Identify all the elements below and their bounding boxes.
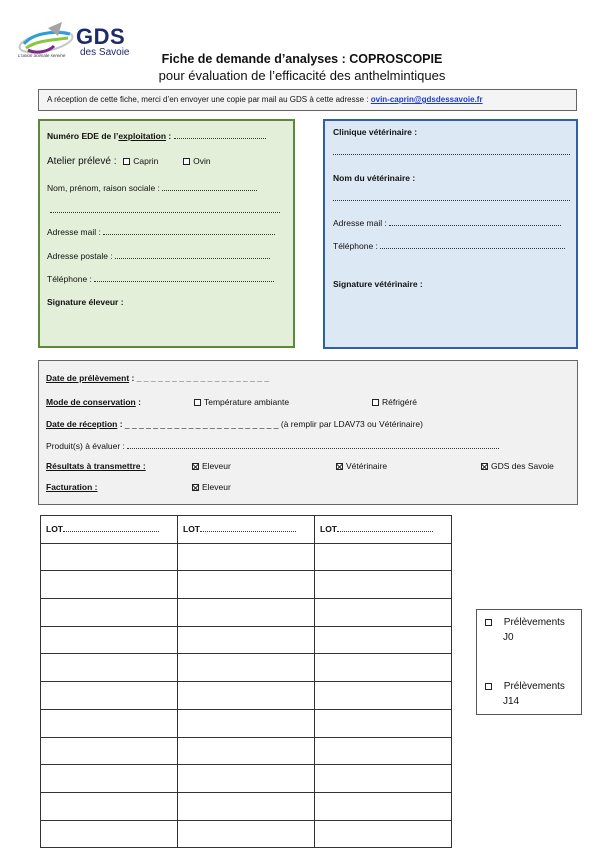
ambient-option xyxy=(194,397,289,407)
results-vet-checkbox[interactable] xyxy=(336,463,343,470)
table-cell[interactable] xyxy=(178,599,315,627)
postal-input[interactable] xyxy=(115,251,270,259)
table-cell[interactable] xyxy=(178,626,315,654)
table-row xyxy=(41,543,452,571)
j14-label-line2: J14 xyxy=(503,696,520,707)
table-cell[interactable] xyxy=(178,737,315,765)
products-field xyxy=(46,441,499,451)
atelier-field xyxy=(47,156,211,167)
table-row xyxy=(41,820,452,848)
j0-label-line2: J0 xyxy=(503,632,514,643)
j0-checkbox[interactable] xyxy=(485,619,492,626)
table-cell[interactable] xyxy=(315,599,452,627)
j0-option xyxy=(485,617,565,628)
j14-checkbox[interactable] xyxy=(485,683,492,690)
lot-input[interactable] xyxy=(337,524,433,532)
results-label: Résultats à transmettre : xyxy=(46,461,146,471)
mail-field xyxy=(47,227,275,237)
table-cell[interactable] xyxy=(41,654,178,682)
products-input[interactable] xyxy=(127,441,499,449)
results-gds-checkbox[interactable] xyxy=(481,463,488,470)
clinic-input[interactable] xyxy=(333,147,570,155)
reception-note: (à remplir par LDAV73 ou Vétérinaire) xyxy=(280,419,423,429)
breeder-signature-label: Signature éleveur : xyxy=(47,297,124,307)
table-cell[interactable] xyxy=(178,654,315,682)
lot-label: LOT xyxy=(320,524,337,535)
atelier-label: Atelier prélevé : xyxy=(47,156,117,167)
vet-signature-label: Signature vétérinaire : xyxy=(333,279,423,289)
sample-panel xyxy=(38,360,578,505)
clinic-field xyxy=(333,147,570,157)
conservation-sep: : xyxy=(135,397,141,407)
ambient-label: Température ambiante xyxy=(204,397,290,407)
table-cell[interactable] xyxy=(315,737,452,765)
mail-label: Adresse mail : xyxy=(47,227,101,237)
table-cell[interactable] xyxy=(315,820,452,848)
results-vet-option xyxy=(336,461,387,471)
phone-label: Téléphone : xyxy=(47,274,92,284)
table-cell[interactable] xyxy=(315,626,452,654)
lot-header-cell[interactable] xyxy=(178,516,315,544)
lot-table xyxy=(40,515,452,848)
table-cell[interactable] xyxy=(178,543,315,571)
lot-header-cell[interactable] xyxy=(41,516,178,544)
table-row xyxy=(41,709,452,737)
lot-label: LOT xyxy=(46,524,63,535)
phone-input[interactable] xyxy=(94,274,274,282)
table-header-row xyxy=(41,516,452,544)
table-cell[interactable] xyxy=(41,599,178,627)
table-cell[interactable] xyxy=(315,543,452,571)
logo-subtitle: des Savoie xyxy=(80,47,130,58)
lot-header-cell[interactable] xyxy=(315,516,452,544)
results-breeder-option xyxy=(192,461,231,471)
products-label: Produit(s) à évaluer : xyxy=(46,441,125,451)
table-cell[interactable] xyxy=(315,765,452,793)
table-row xyxy=(41,626,452,654)
notice-bar xyxy=(38,89,577,111)
table-cell[interactable] xyxy=(41,709,178,737)
nom-field xyxy=(47,183,257,193)
ede-label-bold: exploitation xyxy=(118,131,167,141)
billing-label: Facturation : xyxy=(46,482,98,492)
phone-field xyxy=(47,274,274,284)
fridge-label: Réfrigéré xyxy=(382,397,417,407)
caprin-checkbox[interactable] xyxy=(123,158,130,165)
postal-field xyxy=(47,251,270,261)
table-row xyxy=(41,765,452,793)
table-cell[interactable] xyxy=(41,737,178,765)
table-row xyxy=(41,737,452,765)
billing-field xyxy=(46,482,97,492)
table-cell[interactable] xyxy=(41,792,178,820)
table-cell[interactable] xyxy=(41,626,178,654)
j14-label-line1: Prélèvements xyxy=(503,681,565,692)
ede-field xyxy=(47,131,266,141)
caprin-label: Caprin xyxy=(133,156,159,166)
table-row xyxy=(41,599,452,627)
vet-name-label: Nom du vétérinaire : xyxy=(333,173,416,183)
table-row xyxy=(41,792,452,820)
logo-tagline: L'union animale sereine xyxy=(18,53,66,58)
results-breeder-label: Eleveur xyxy=(202,461,231,471)
vet-mail-label: Adresse mail : xyxy=(333,218,387,228)
nom-input-line2[interactable] xyxy=(50,205,280,213)
reception-date-label: Date de réception xyxy=(46,419,118,429)
ovin-label: Ovin xyxy=(193,156,211,166)
ambient-checkbox[interactable] xyxy=(194,399,201,406)
reception-date-input[interactable]: _ _ _ _ _ _ _ _ _ _ _ _ _ _ _ _ _ _ _ _ _ _ xyxy=(124,419,279,429)
clinic-label: Clinique vétérinaire : xyxy=(333,127,418,137)
vet-mail-field xyxy=(333,218,561,228)
conservation-label: Mode de conservation xyxy=(46,397,136,407)
vet-phone-label: Téléphone : xyxy=(333,241,378,251)
billing-breeder-option xyxy=(192,482,231,492)
table-row xyxy=(41,682,452,710)
results-gds-option xyxy=(481,461,554,471)
table-cell[interactable] xyxy=(315,709,452,737)
notice-email-link[interactable]: ovin-caprin@gdsdessavoie.fr xyxy=(370,95,483,104)
table-cell[interactable] xyxy=(315,654,452,682)
vet-mail-input[interactable] xyxy=(389,218,561,226)
j0-label-line1: Prélèvements xyxy=(503,617,565,628)
fridge-option xyxy=(372,397,417,407)
nom-label: Nom, prénom, raison sociale : xyxy=(47,183,160,193)
breeder-panel xyxy=(38,119,295,348)
mail-input[interactable] xyxy=(103,227,275,235)
page-subtitle: pour évaluation de l’efficacité des anthelmintiques xyxy=(158,68,446,83)
lot-label: LOT xyxy=(183,524,200,535)
sampling-day-box xyxy=(476,609,582,715)
vet-name-field xyxy=(333,193,570,203)
table-cell[interactable] xyxy=(315,792,452,820)
billing-breeder-checkbox[interactable] xyxy=(192,484,199,491)
table-cell[interactable] xyxy=(315,682,452,710)
billing-breeder-label: Eleveur xyxy=(202,482,231,492)
results-vet-label: Vétérinaire xyxy=(346,461,388,471)
table-cell[interactable] xyxy=(178,709,315,737)
nom-field-line2 xyxy=(50,205,280,215)
sample-date-field xyxy=(46,373,269,383)
lot-input[interactable] xyxy=(63,524,159,532)
postal-label: Adresse postale : xyxy=(47,251,113,261)
logo-name: GDS xyxy=(76,24,126,49)
table-cell[interactable] xyxy=(41,765,178,793)
fridge-checkbox[interactable] xyxy=(372,399,379,406)
table-cell[interactable] xyxy=(41,820,178,848)
sample-date-input[interactable]: _ _ _ _ _ _ _ _ _ _ _ _ _ _ _ _ _ _ _ xyxy=(136,373,270,383)
reception-date-sep: : xyxy=(117,419,125,429)
vet-name-input[interactable] xyxy=(333,193,570,201)
results-breeder-checkbox[interactable] xyxy=(192,463,199,470)
reception-date-field xyxy=(46,419,423,429)
ede-label-pre: Numéro EDE de l’ xyxy=(47,131,119,141)
table-cell[interactable] xyxy=(178,820,315,848)
j14-option xyxy=(485,681,565,692)
conservation-field xyxy=(46,397,141,407)
table-cell[interactable] xyxy=(178,682,315,710)
vet-phone-field xyxy=(333,241,565,251)
ovin-checkbox[interactable] xyxy=(183,158,190,165)
table-cell[interactable] xyxy=(315,571,452,599)
table-cell[interactable] xyxy=(41,571,178,599)
sample-date-sep: : xyxy=(129,373,137,383)
lot-input[interactable] xyxy=(200,524,296,532)
results-gds-label: GDS des Savoie xyxy=(491,461,554,471)
results-field xyxy=(46,461,146,471)
table-row xyxy=(41,654,452,682)
ede-input[interactable] xyxy=(174,131,266,139)
table-cell[interactable] xyxy=(41,543,178,571)
vet-phone-input[interactable] xyxy=(380,241,565,249)
table-cell[interactable] xyxy=(178,571,315,599)
table-cell[interactable] xyxy=(178,765,315,793)
page-title: Fiche de demande d’analyses : COPROSCOPIE xyxy=(161,52,443,66)
nom-input[interactable] xyxy=(162,183,257,191)
notice-text: A réception de cette fiche, merci d’en envoyer une copie par mail au GDS à cette adresse : xyxy=(47,95,371,104)
vet-panel xyxy=(323,119,578,349)
table-row xyxy=(41,571,452,599)
ede-label-post: : xyxy=(166,131,172,141)
table-cell[interactable] xyxy=(178,792,315,820)
table-cell[interactable] xyxy=(41,682,178,710)
sample-date-label: Date de prélèvement xyxy=(46,373,130,383)
